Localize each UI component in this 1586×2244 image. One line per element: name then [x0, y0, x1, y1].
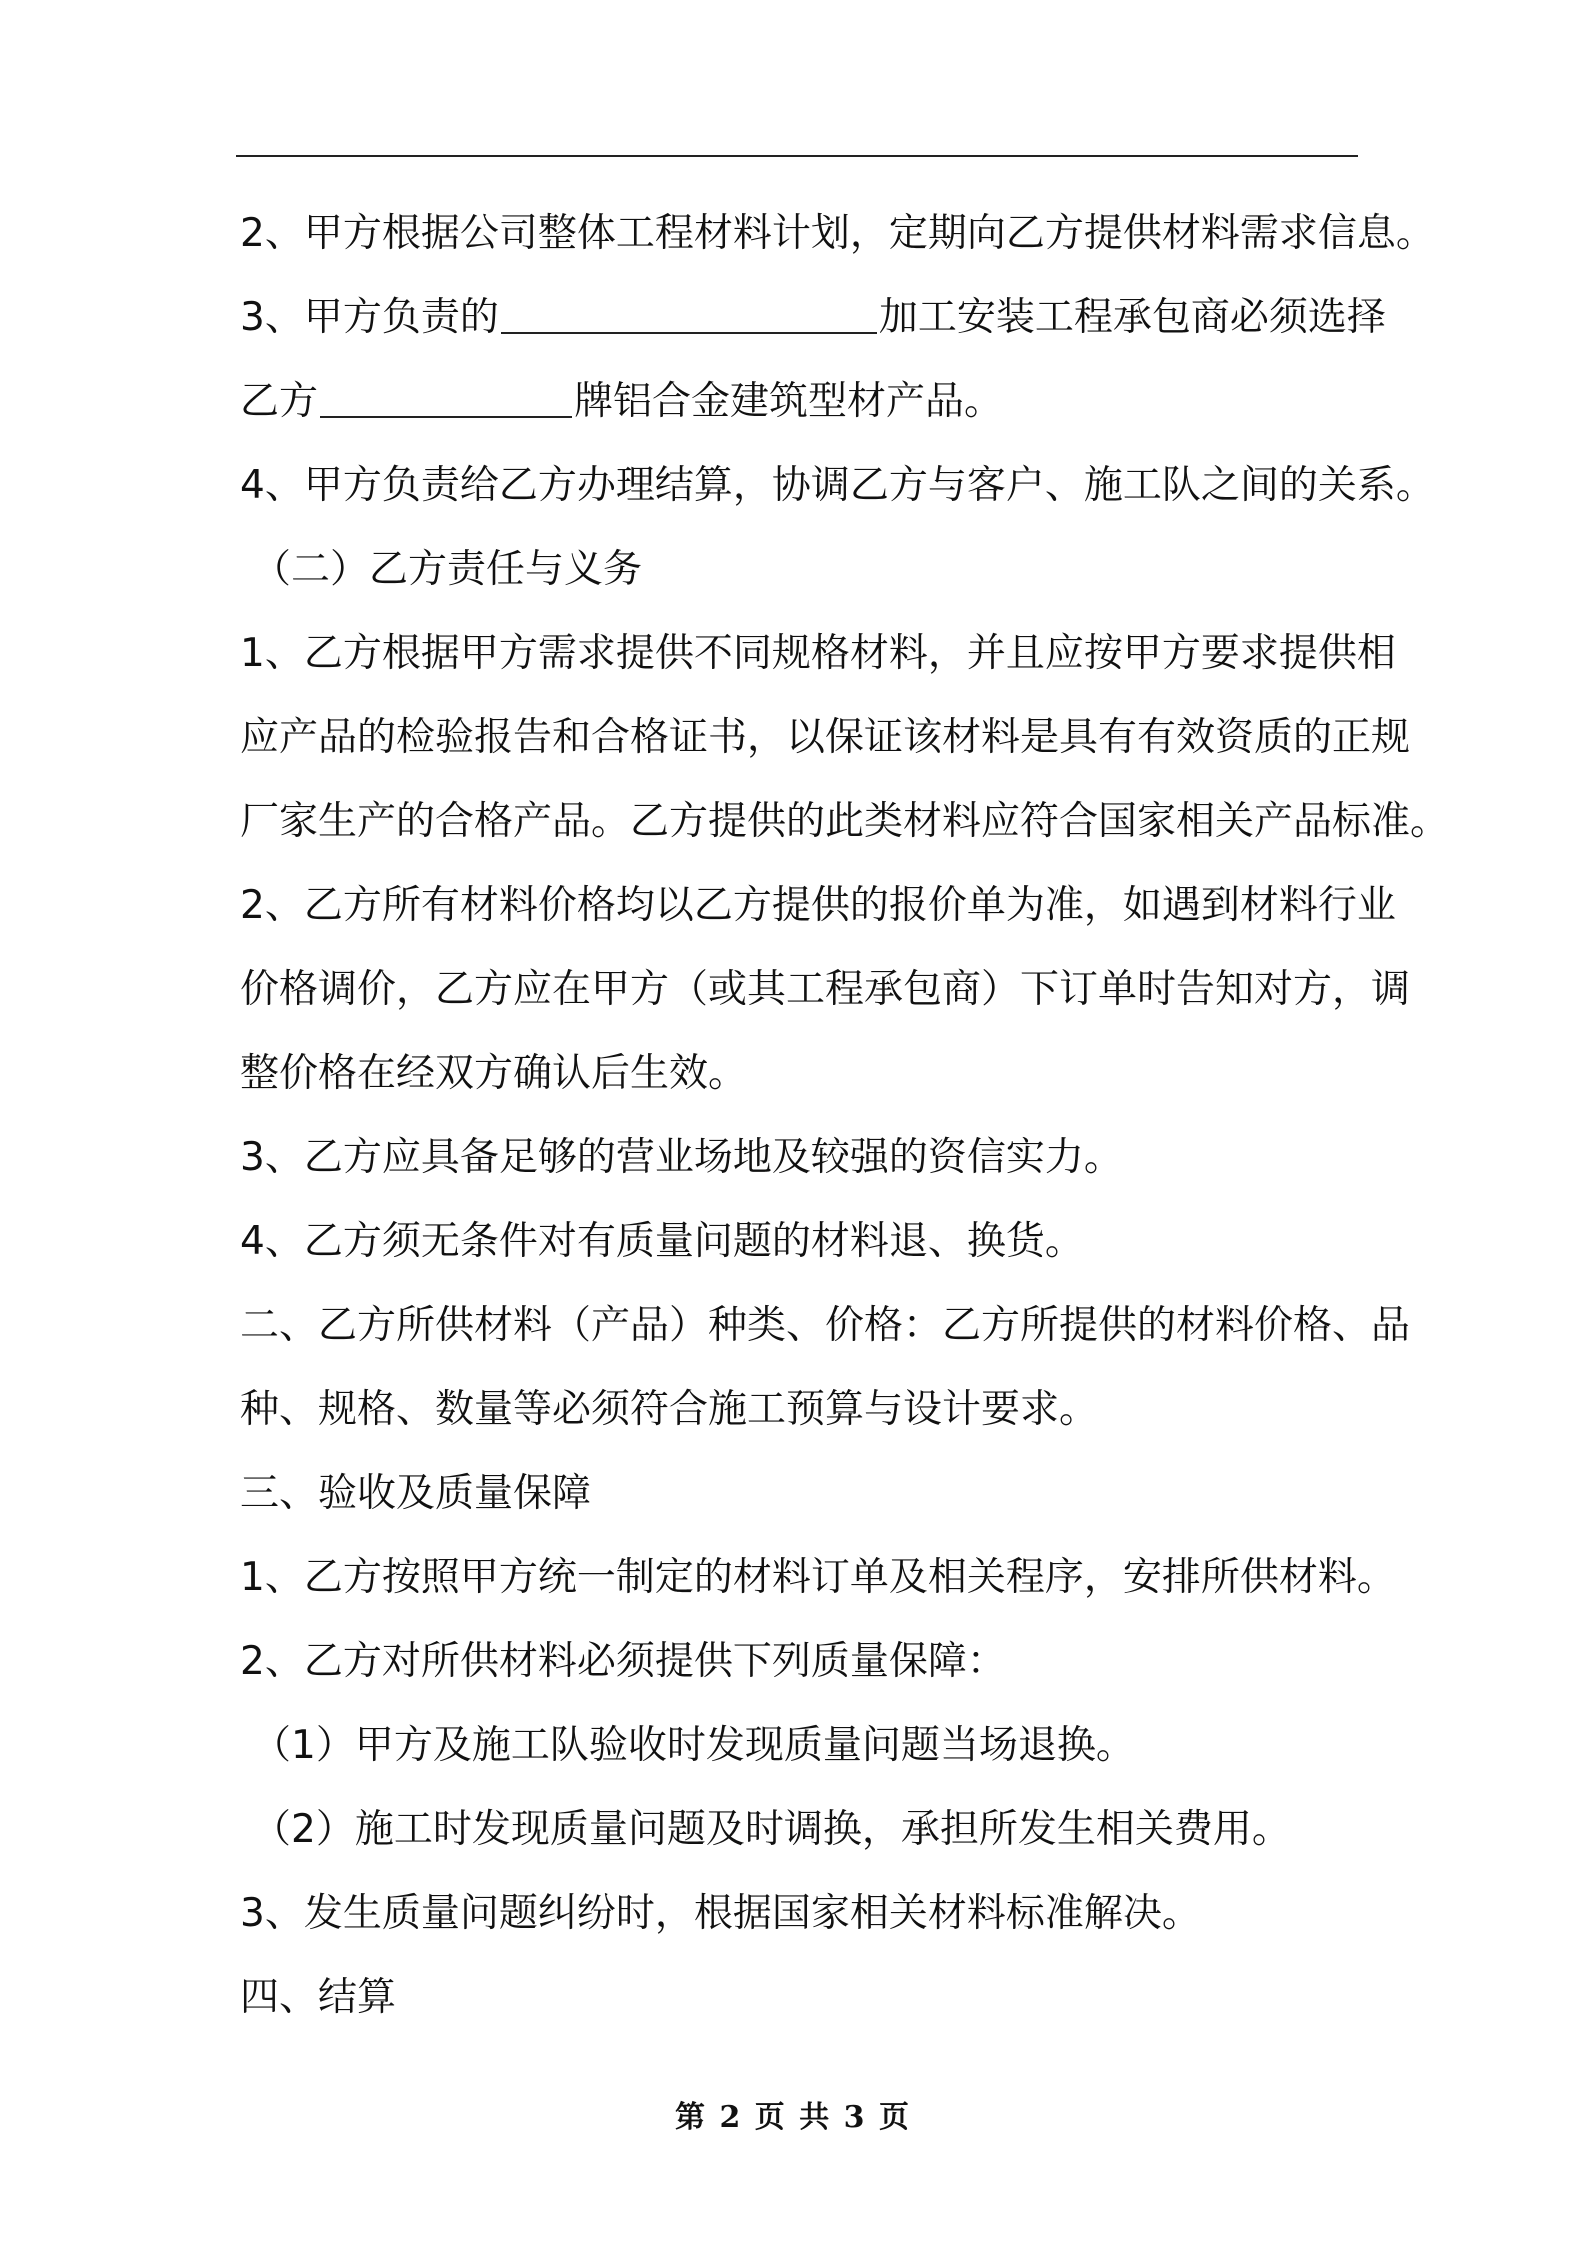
document-body	[240, 192, 1450, 2040]
text-segment: 3、甲方负责的	[240, 295, 499, 340]
paragraph-line: 2、乙方对所供材料必须提供下列质量保障：	[240, 1639, 1006, 1684]
text-segment: 乙方	[240, 379, 319, 424]
paragraph-line: 4、甲方负责给乙方办理结算，协调乙方与客户、施工队之间的关系。	[240, 463, 1435, 508]
paragraph-line: 厂家生产的合格产品。乙方提供的此类材料应符合国家相关产品标准。	[240, 799, 1450, 844]
paragraph-line: 种、规格、数量等必须符合施工预算与设计要求。	[240, 1387, 1099, 1432]
text-segment: 加工安装工程承包商必须选择	[878, 295, 1386, 340]
text-segment: 牌铝合金建筑型材产品。	[574, 379, 1004, 424]
fill-in-blank[interactable]	[320, 366, 572, 418]
paragraph-line: 2、乙方所有材料价格均以乙方提供的报价单为准，如遇到材料行业	[240, 883, 1396, 928]
paragraph-line: 4、乙方须无条件对有质量问题的材料退、换货。	[240, 1219, 1084, 1264]
paragraph-line: 应产品的检验报告和合格证书，以保证该材料是具有有效资质的正规	[240, 715, 1411, 760]
paragraph-line: 整价格在经双方确认后生效。	[240, 1051, 748, 1096]
fill-in-blank[interactable]	[501, 282, 877, 334]
page-footer	[0, 2098, 1586, 2138]
header-rule	[236, 155, 1358, 157]
section-heading: （二）乙方责任与义务	[252, 547, 643, 592]
section-heading: 三、验收及质量保障	[240, 1471, 592, 1516]
paragraph-line-with-blank	[240, 276, 1386, 360]
page-number-label: 第 2 页 共 3 页	[675, 2100, 911, 2135]
paragraph-line-with-blank	[240, 360, 1380, 444]
list-item: （1）甲方及施工队验收时发现质量问题当场退换。	[252, 1723, 1135, 1768]
paragraph-line: 1、乙方按照甲方统一制定的材料订单及相关程序，安排所供材料。	[240, 1555, 1396, 1600]
paragraph-line: 1、乙方根据甲方需求提供不同规格材料，并且应按甲方要求提供相	[240, 631, 1396, 676]
list-item: （2）施工时发现质量问题及时调换，承担所发生相关费用。	[252, 1807, 1291, 1852]
section-heading: 四、结算	[240, 1975, 397, 2020]
paragraph-line: 2、甲方根据公司整体工程材料计划，定期向乙方提供材料需求信息。	[240, 211, 1435, 256]
paragraph-line: 价格调价，乙方应在甲方（或其工程承包商）下订单时告知对方，调	[240, 967, 1411, 1012]
paragraph-line: 3、发生质量问题纠纷时，根据国家相关材料标准解决。	[240, 1891, 1201, 1936]
paragraph-line: 二、乙方所供材料（产品）种类、价格：乙方所提供的材料价格、品	[240, 1303, 1411, 1348]
paragraph-line: 3、乙方应具备足够的营业场地及较强的资信实力。	[240, 1135, 1123, 1180]
